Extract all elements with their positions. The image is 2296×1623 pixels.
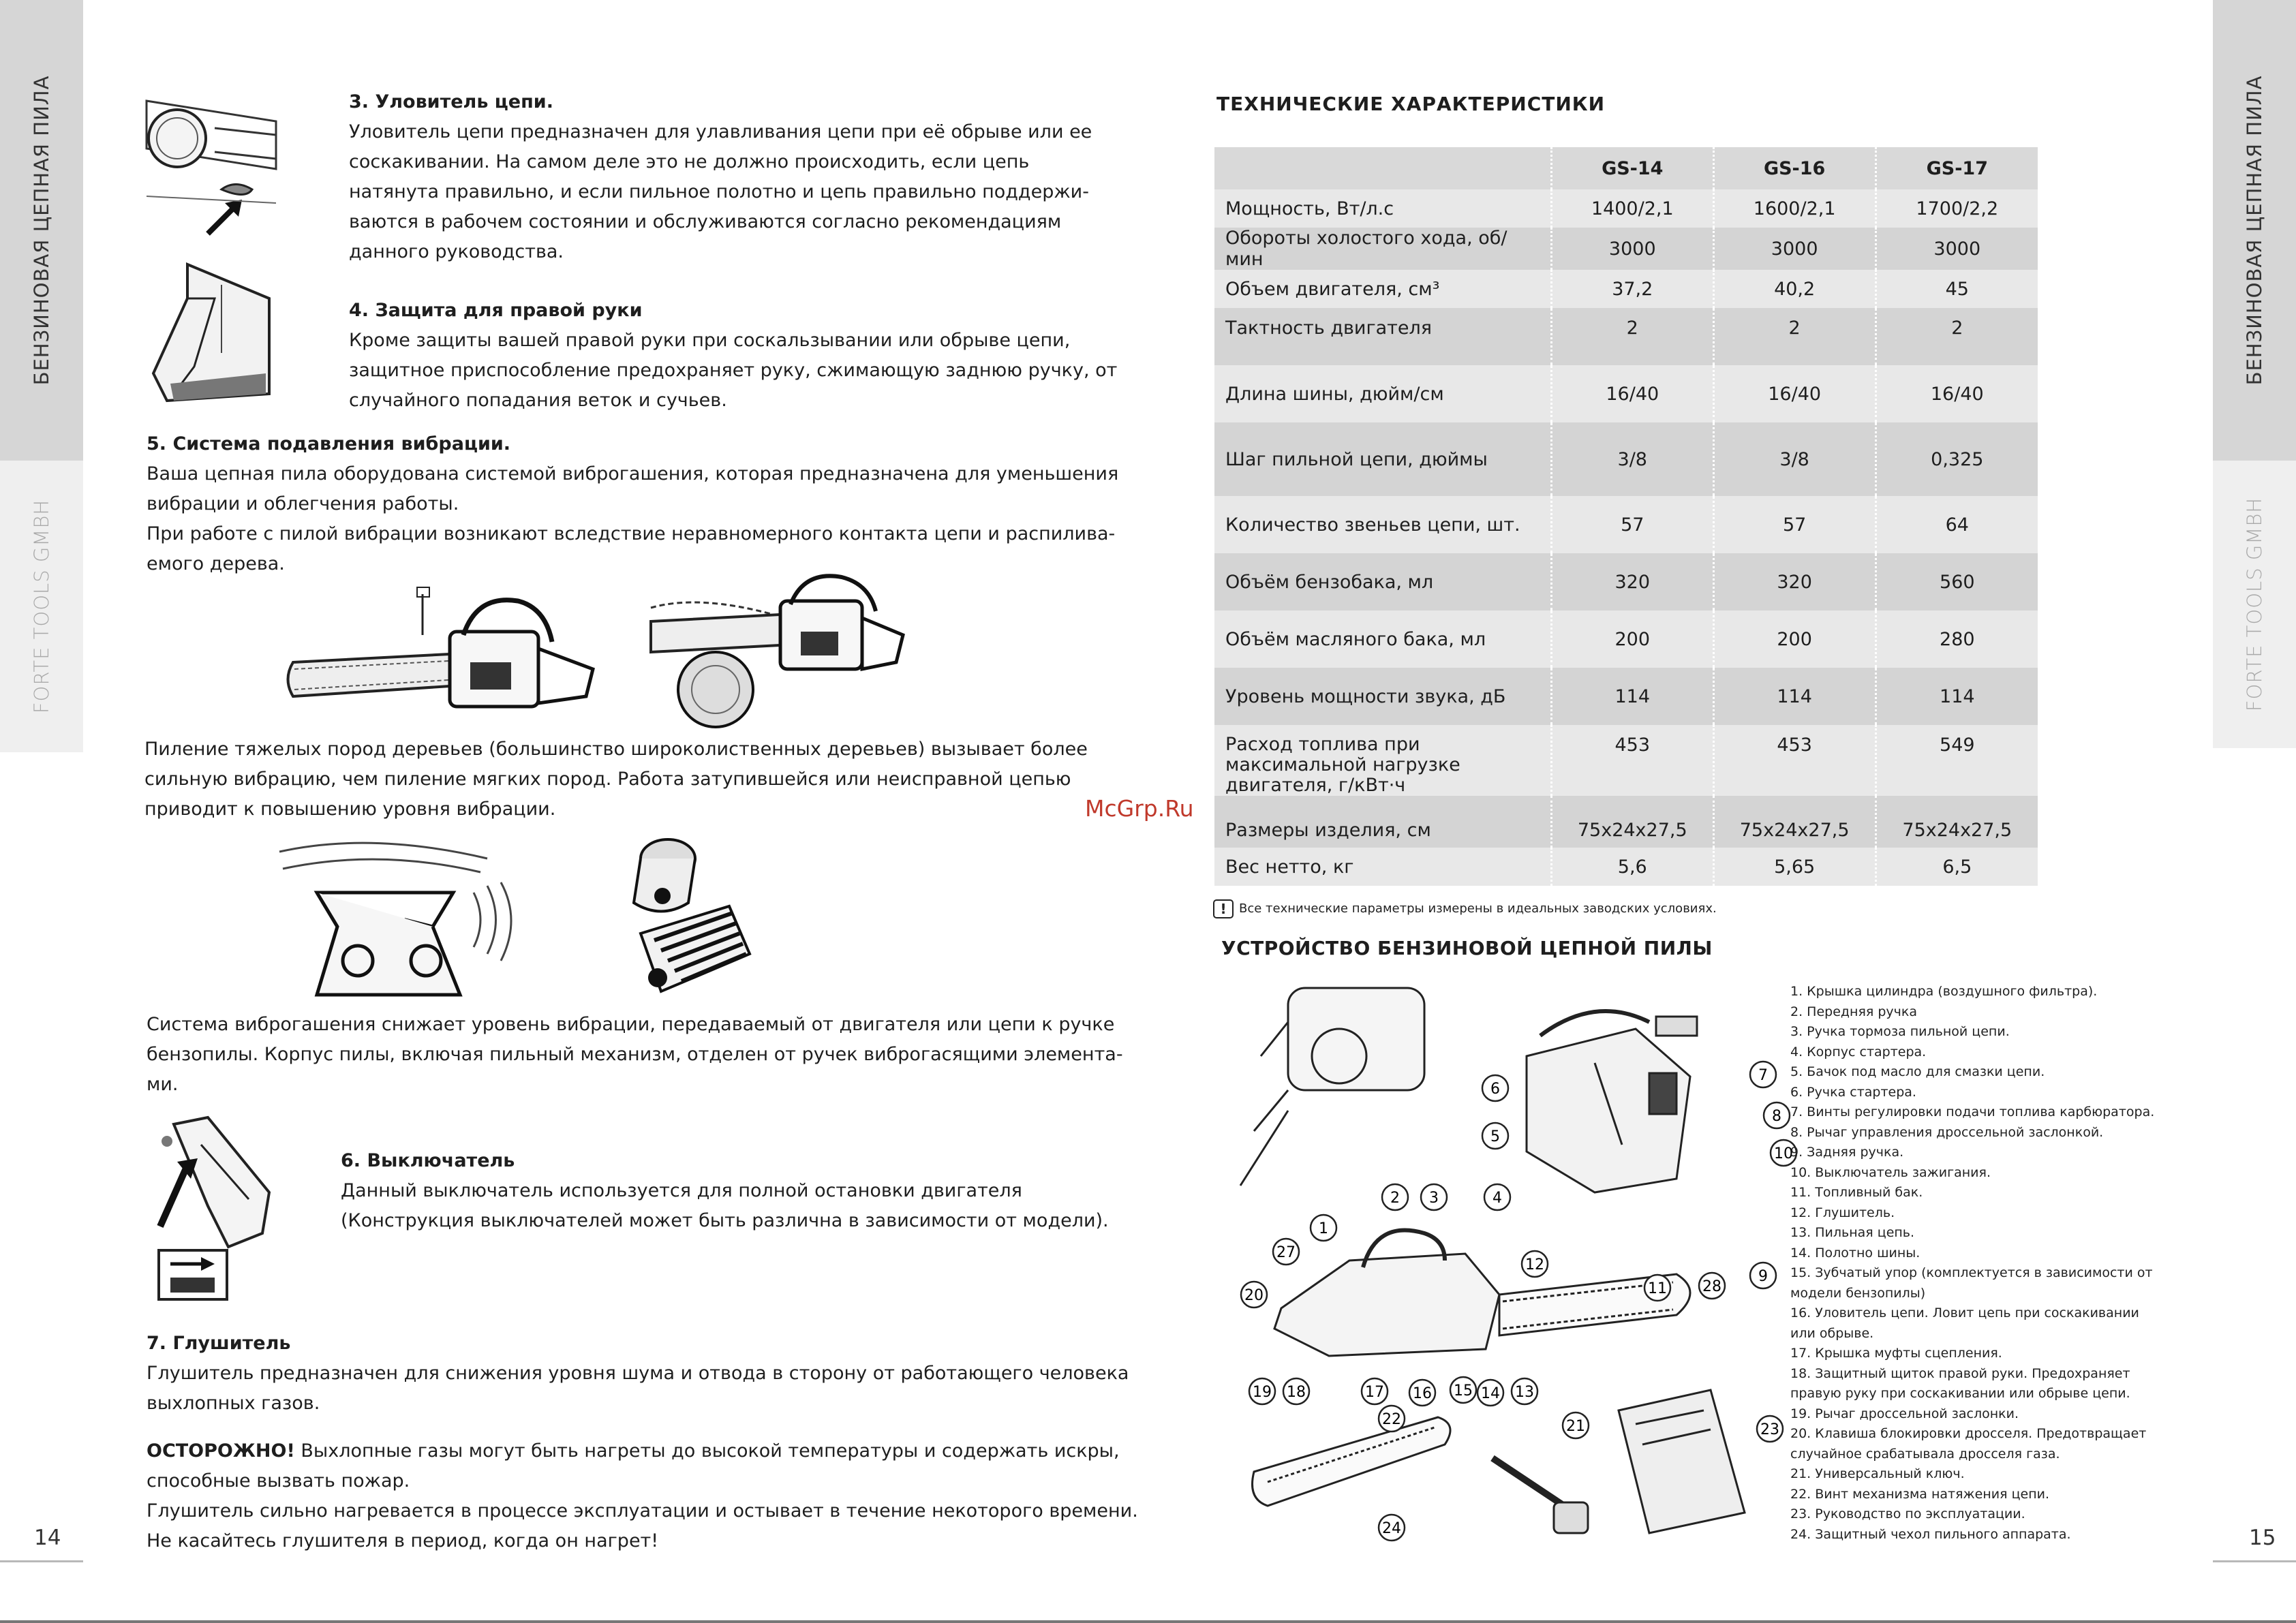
right-side-tab-brand	[2213, 461, 2296, 748]
section-5-line: емого дерева.	[147, 553, 285, 574]
table-row	[1214, 848, 2038, 886]
callout-label-24: 24	[1382, 1520, 1401, 1537]
section-4-line: Кроме защиты вашей правой руки при соскальзывании или обрыве цепи,	[349, 330, 1071, 351]
spec-row-label: Объём масляного бака, мл	[1214, 610, 1551, 668]
table-row	[1214, 422, 2038, 496]
section-5-line: ми.	[147, 1074, 179, 1095]
table-row	[1214, 725, 2038, 796]
table-row	[1214, 189, 2038, 228]
callout-label-28: 28	[1702, 1278, 1721, 1295]
section-5-line: Пиление тяжелых пород деревьев (большинство широколиственных деревьев) вызывает более	[144, 739, 1088, 760]
section-5-line: вибрации и облегчения работы.	[147, 493, 459, 514]
callout-label-27: 27	[1276, 1244, 1296, 1261]
right-side-tab-product	[2213, 0, 2296, 461]
warning-line	[147, 1436, 1120, 1466]
table-row	[1214, 553, 2038, 610]
section-5-title: 5. Система подавления вибрации.	[147, 433, 511, 454]
spec-cell: 320	[1713, 553, 1876, 610]
callout-label-20: 20	[1244, 1287, 1264, 1304]
list-item: или обрыве.	[1790, 1325, 1874, 1341]
list-item: 13. Пильная цепь.	[1790, 1225, 1915, 1240]
list-item: 3. Ручка тормоза пильной цепи.	[1790, 1024, 2010, 1039]
table-row	[1214, 796, 2038, 848]
spec-header-model: GS-17	[1876, 147, 2038, 189]
callout-label-18: 18	[1287, 1384, 1306, 1401]
spec-row-label: Длина шины, дюйм/см	[1214, 365, 1551, 422]
spec-header-model: GS-14	[1551, 147, 1713, 189]
spec-cell: 16/40	[1876, 365, 2038, 422]
callout-label-13: 13	[1515, 1384, 1534, 1401]
table-row	[1214, 496, 2038, 553]
table-row	[1214, 308, 2038, 365]
spec-row-label: Шаг пильной цепи, дюймы	[1214, 422, 1551, 496]
section-6-title: 6. Выключатель	[341, 1150, 515, 1171]
list-item: 19. Рычаг дроссельной заслонки.	[1790, 1406, 2019, 1421]
list-item: модели бензопилы)	[1790, 1285, 1926, 1301]
page-number-left: 14	[34, 1526, 61, 1550]
section-4-title: 4. Защита для правой руки	[349, 300, 643, 321]
callout-label-21: 21	[1566, 1418, 1585, 1435]
list-item: 9. Задняя ручка.	[1790, 1145, 1904, 1160]
spec-cell: 64	[1876, 496, 2038, 553]
list-item: 15. Зубчатый упор (комплектуется в зависимости от	[1790, 1265, 2153, 1280]
spec-note-text: Все технические параметры измерены в идеальных заводских условиях.	[1239, 901, 1717, 916]
list-item: 16. Уловитель цепи. Ловит цепь при соскакивании	[1790, 1305, 2139, 1320]
list-item: 5. Бачок под масло для смазки цепи.	[1790, 1064, 2045, 1079]
spec-cell: 3/8	[1551, 422, 1713, 496]
callout-label-17: 17	[1365, 1384, 1384, 1401]
section-7-line: Не касайтесь глушителя в период, когда он нагрет!	[147, 1530, 659, 1551]
bottom-rule	[0, 1620, 2296, 1623]
list-item: 7. Винты регулировки подачи топлива карбюратора.	[1790, 1104, 2155, 1119]
spec-cell: 2	[1551, 308, 1713, 365]
section-4-line: случайного попадания веток и сучьев.	[349, 390, 727, 411]
anti-vibration-dampers-illustration	[600, 831, 774, 1012]
spec-row-label: Обороты холостого хода, об/мин	[1214, 228, 1551, 270]
table-row	[1214, 228, 2038, 270]
chainsaw-parts-diagram	[1240, 974, 1793, 1547]
spec-title: ТЕХНИЧЕСКИЕ ХАРАКТЕРИСТИКИ	[1216, 93, 1606, 115]
left-side-tab-product	[0, 0, 83, 461]
page-divider-right	[2213, 1560, 2296, 1562]
parts-list	[1790, 982, 2172, 1545]
spec-cell: 200	[1551, 610, 1713, 668]
warning-text: Выхлопные газы могут быть нагреты до высокой температуры и содержать искры,	[294, 1440, 1120, 1462]
warning-label: ОСТОРОЖНО!	[147, 1440, 295, 1462]
spec-header-model: GS-16	[1713, 147, 1876, 189]
spec-cell: 1600/2,1	[1713, 189, 1876, 228]
spec-cell: 75x24x27,5	[1713, 796, 1876, 848]
spec-cell: 57	[1551, 496, 1713, 553]
callout-label-1: 1	[1319, 1220, 1328, 1237]
spec-cell: 280	[1876, 610, 2038, 668]
spec-cell: 16/40	[1713, 365, 1876, 422]
section-5-line: сильную вибрацию, чем пиление мягких пород. Работа затупившейся или неисправной цепью	[144, 769, 1071, 790]
list-item: 4. Корпус стартера.	[1790, 1044, 1927, 1060]
spec-row-label: Тактность двигателя	[1214, 308, 1551, 365]
spec-cell: 320	[1551, 553, 1713, 610]
section-5-line: Система виброгашения снижает уровень вибрации, передаваемый от двигателя или цепи к ручке	[147, 1014, 1115, 1035]
callout-label-14: 14	[1481, 1385, 1500, 1402]
section-7-line: Глушитель сильно нагревается в процессе эксплуатации и остывает в течение некоторого времени.	[147, 1500, 1138, 1521]
switch-illustration	[147, 1111, 273, 1305]
list-item: 2. Передняя ручка	[1790, 1004, 1918, 1019]
callout-label-11: 11	[1648, 1280, 1667, 1297]
spec-cell: 75x24x27,5	[1876, 796, 2038, 848]
section-6-line: (Конструкция выключателей может быть различна в зависимости от модели).	[341, 1210, 1109, 1231]
spec-cell: 2	[1876, 308, 2038, 365]
spec-row-label: Объем двигателя, см³	[1214, 270, 1551, 308]
spec-cell: 3000	[1876, 228, 2038, 270]
list-item: 14. Полотно шины.	[1790, 1245, 1920, 1261]
list-item: 10. Выключатель зажигания.	[1790, 1164, 1991, 1180]
section-7-line: Глушитель предназначен для снижения уровня шума и отвода в сторону от работающего человека	[147, 1363, 1129, 1384]
spec-cell: 200	[1713, 610, 1876, 668]
spec-row-label: Мощность, Вт/л.с	[1214, 189, 1551, 228]
page-divider-left	[0, 1560, 83, 1562]
spec-cell: 16/40	[1551, 365, 1713, 422]
spec-row-label: Уровень мощности звука, дБ	[1214, 668, 1551, 725]
callout-label-16: 16	[1413, 1385, 1432, 1402]
section-5-line: При работе с пилой вибрации возникают вследствие неравномерного контакта цепи и распилива-	[147, 523, 1116, 544]
spec-row-label: Вес нетто, кг	[1214, 848, 1551, 886]
hand-guard-illustration	[140, 258, 276, 411]
list-item: 24. Защитный чехол пильного аппарата.	[1790, 1526, 2071, 1542]
side-tab-brand-label: FORTE TOOLS GMBH	[2243, 497, 2266, 712]
table-row	[1214, 668, 2038, 725]
callout-label-7: 7	[1758, 1067, 1768, 1084]
spec-cell: 3/8	[1713, 422, 1876, 496]
spec-header-label	[1214, 147, 1551, 189]
side-tab-product-label: БЕНЗИНОВАЯ ЦЕПНАЯ ПИЛА	[30, 75, 53, 386]
table-row	[1214, 270, 2038, 308]
list-item: 22. Винт механизма натяжения цепи.	[1790, 1486, 2050, 1502]
list-item: 12. Глушитель.	[1790, 1205, 1895, 1220]
callout-label-4: 4	[1493, 1190, 1502, 1207]
callout-label-10: 10	[1774, 1145, 1793, 1162]
section-5-line: бензопилы. Корпус пилы, включая пильный механизм, отделен от ручек виброгасящими элемента-	[147, 1044, 1123, 1065]
callout-label-6: 6	[1490, 1081, 1500, 1098]
table-row	[1214, 610, 2038, 668]
chainsaw-cutting-log-illustration	[644, 567, 906, 728]
list-item: правую руку при соскакивании или обрыве цепи.	[1790, 1386, 2130, 1401]
section-4-line: защитное приспособление предохраняет руку, сжимающую заднюю ручку, от	[349, 360, 1118, 381]
list-item: 8. Рычаг управления дроссельной заслонкой.	[1790, 1124, 2104, 1140]
spec-cell: 6,5	[1876, 848, 2038, 886]
callout-label-3: 3	[1429, 1190, 1439, 1207]
spec-table-header	[1214, 147, 2038, 189]
callout-label-22: 22	[1382, 1411, 1401, 1428]
side-tab-product-label: БЕНЗИНОВАЯ ЦЕПНАЯ ПИЛА	[2243, 75, 2266, 386]
section-3-line: ваются в рабочем состоянии и обслуживаются согласно рекомендациям	[349, 211, 1062, 232]
spec-cell: 75x24x27,5	[1551, 796, 1713, 848]
spec-cell: 5,6	[1551, 848, 1713, 886]
spec-cell: 3000	[1551, 228, 1713, 270]
callout-label-2: 2	[1390, 1190, 1400, 1207]
spec-note	[1213, 899, 1717, 918]
spec-row-label: Объём бензобака, мл	[1214, 553, 1551, 610]
section-5-line: Ваша цепная пила оборудована системой виброгашения, которая предназначена для уменьшения	[147, 463, 1119, 484]
spec-cell: 549	[1876, 725, 2038, 796]
list-item: 20. Клавиша блокировки дросселя. Предотвращает	[1790, 1426, 2147, 1441]
section-3-line: данного руководства.	[349, 241, 564, 262]
section-3-title: 3. Уловитель цепи.	[349, 91, 553, 112]
table-row	[1214, 365, 2038, 422]
callout-label-19: 19	[1253, 1384, 1272, 1401]
spec-cell: 37,2	[1551, 270, 1713, 308]
list-item: 18. Защитный щиток правой руки. Предохраняет	[1790, 1365, 2130, 1381]
spec-cell: 114	[1551, 668, 1713, 725]
callout-label-15: 15	[1454, 1382, 1473, 1400]
section-7-title: 7. Глушитель	[147, 1333, 291, 1354]
chain-link-vibration-illustration	[269, 831, 532, 1012]
spec-cell: 40,2	[1713, 270, 1876, 308]
exclamation-icon: !	[1213, 899, 1234, 918]
spec-cell: 0,325	[1876, 422, 2038, 496]
device-title: УСТРОЙСТВО БЕНЗИНОВОЙ ЦЕПНОЙ ПИЛЫ	[1221, 937, 1713, 959]
section-6-line: Данный выключатель используется для полной остановки двигателя	[341, 1180, 1022, 1201]
side-tab-brand-label: FORTE TOOLS GMBH	[30, 499, 53, 714]
spec-row-label: Количество звеньев цепи, шт.	[1214, 496, 1551, 553]
list-item: 23. Руководство по эксплуатации.	[1790, 1506, 2025, 1521]
spec-cell: 453	[1713, 725, 1876, 796]
callout-label-23: 23	[1760, 1421, 1779, 1438]
list-item: 6. Ручка стартера.	[1790, 1084, 1916, 1100]
spec-cell: 2	[1713, 308, 1876, 365]
spec-cell: 453	[1551, 725, 1713, 796]
section-3-line: соскакивании. На самом деле это не должно происходить, если цепь	[349, 151, 1030, 172]
chain-catcher-illustration	[140, 87, 286, 251]
spec-cell: 45	[1876, 270, 2038, 308]
callout-label-12: 12	[1525, 1256, 1544, 1273]
callout-label-9: 9	[1758, 1268, 1768, 1285]
spec-cell: 5,65	[1713, 848, 1876, 886]
chainsaw-illustration	[286, 567, 596, 728]
section-3-line: Уловитель цепи предназначен для улавливания цепи при её обрыве или ее	[349, 121, 1092, 142]
list-item: 17. Крышка муфты сцепления.	[1790, 1346, 2002, 1361]
spec-table	[1214, 147, 2038, 886]
watermark: McGrp.Ru	[1085, 795, 1194, 822]
left-side-tab-brand	[0, 461, 83, 752]
spec-row-label: Расход топлива при максимальной нагрузке двигателя, г/кВт·ч	[1214, 725, 1551, 796]
list-item: 11. Топливный бак.	[1790, 1185, 1923, 1200]
section-3-line: натянута правильно, и если пильное полотно и цепь правильно поддержи-	[349, 181, 1089, 202]
spec-cell: 1700/2,2	[1876, 189, 2038, 228]
spec-cell: 114	[1876, 668, 2038, 725]
spec-row-label: Размеры изделия, см	[1214, 796, 1551, 848]
page-number-right: 15	[2249, 1526, 2276, 1550]
spec-cell: 114	[1713, 668, 1876, 725]
section-7-line: выхлопных газов.	[147, 1393, 320, 1414]
section-7-line: способные вызвать пожар.	[147, 1470, 410, 1491]
section-5-line: приводит к повышению уровня вибрации.	[144, 799, 556, 820]
callout-label-8: 8	[1772, 1108, 1781, 1125]
spec-cell: 3000	[1713, 228, 1876, 270]
spec-cell: 560	[1876, 553, 2038, 610]
spec-cell: 57	[1713, 496, 1876, 553]
spec-cell: 1400/2,1	[1551, 189, 1713, 228]
callout-label-5: 5	[1490, 1128, 1500, 1145]
list-item: случайное срабатывала дросселя газа.	[1790, 1446, 2060, 1462]
list-item: 21. Универсальный ключ.	[1790, 1466, 1965, 1481]
list-item: 1. Крышка цилиндра (воздушного фильтра).	[1790, 984, 2098, 999]
